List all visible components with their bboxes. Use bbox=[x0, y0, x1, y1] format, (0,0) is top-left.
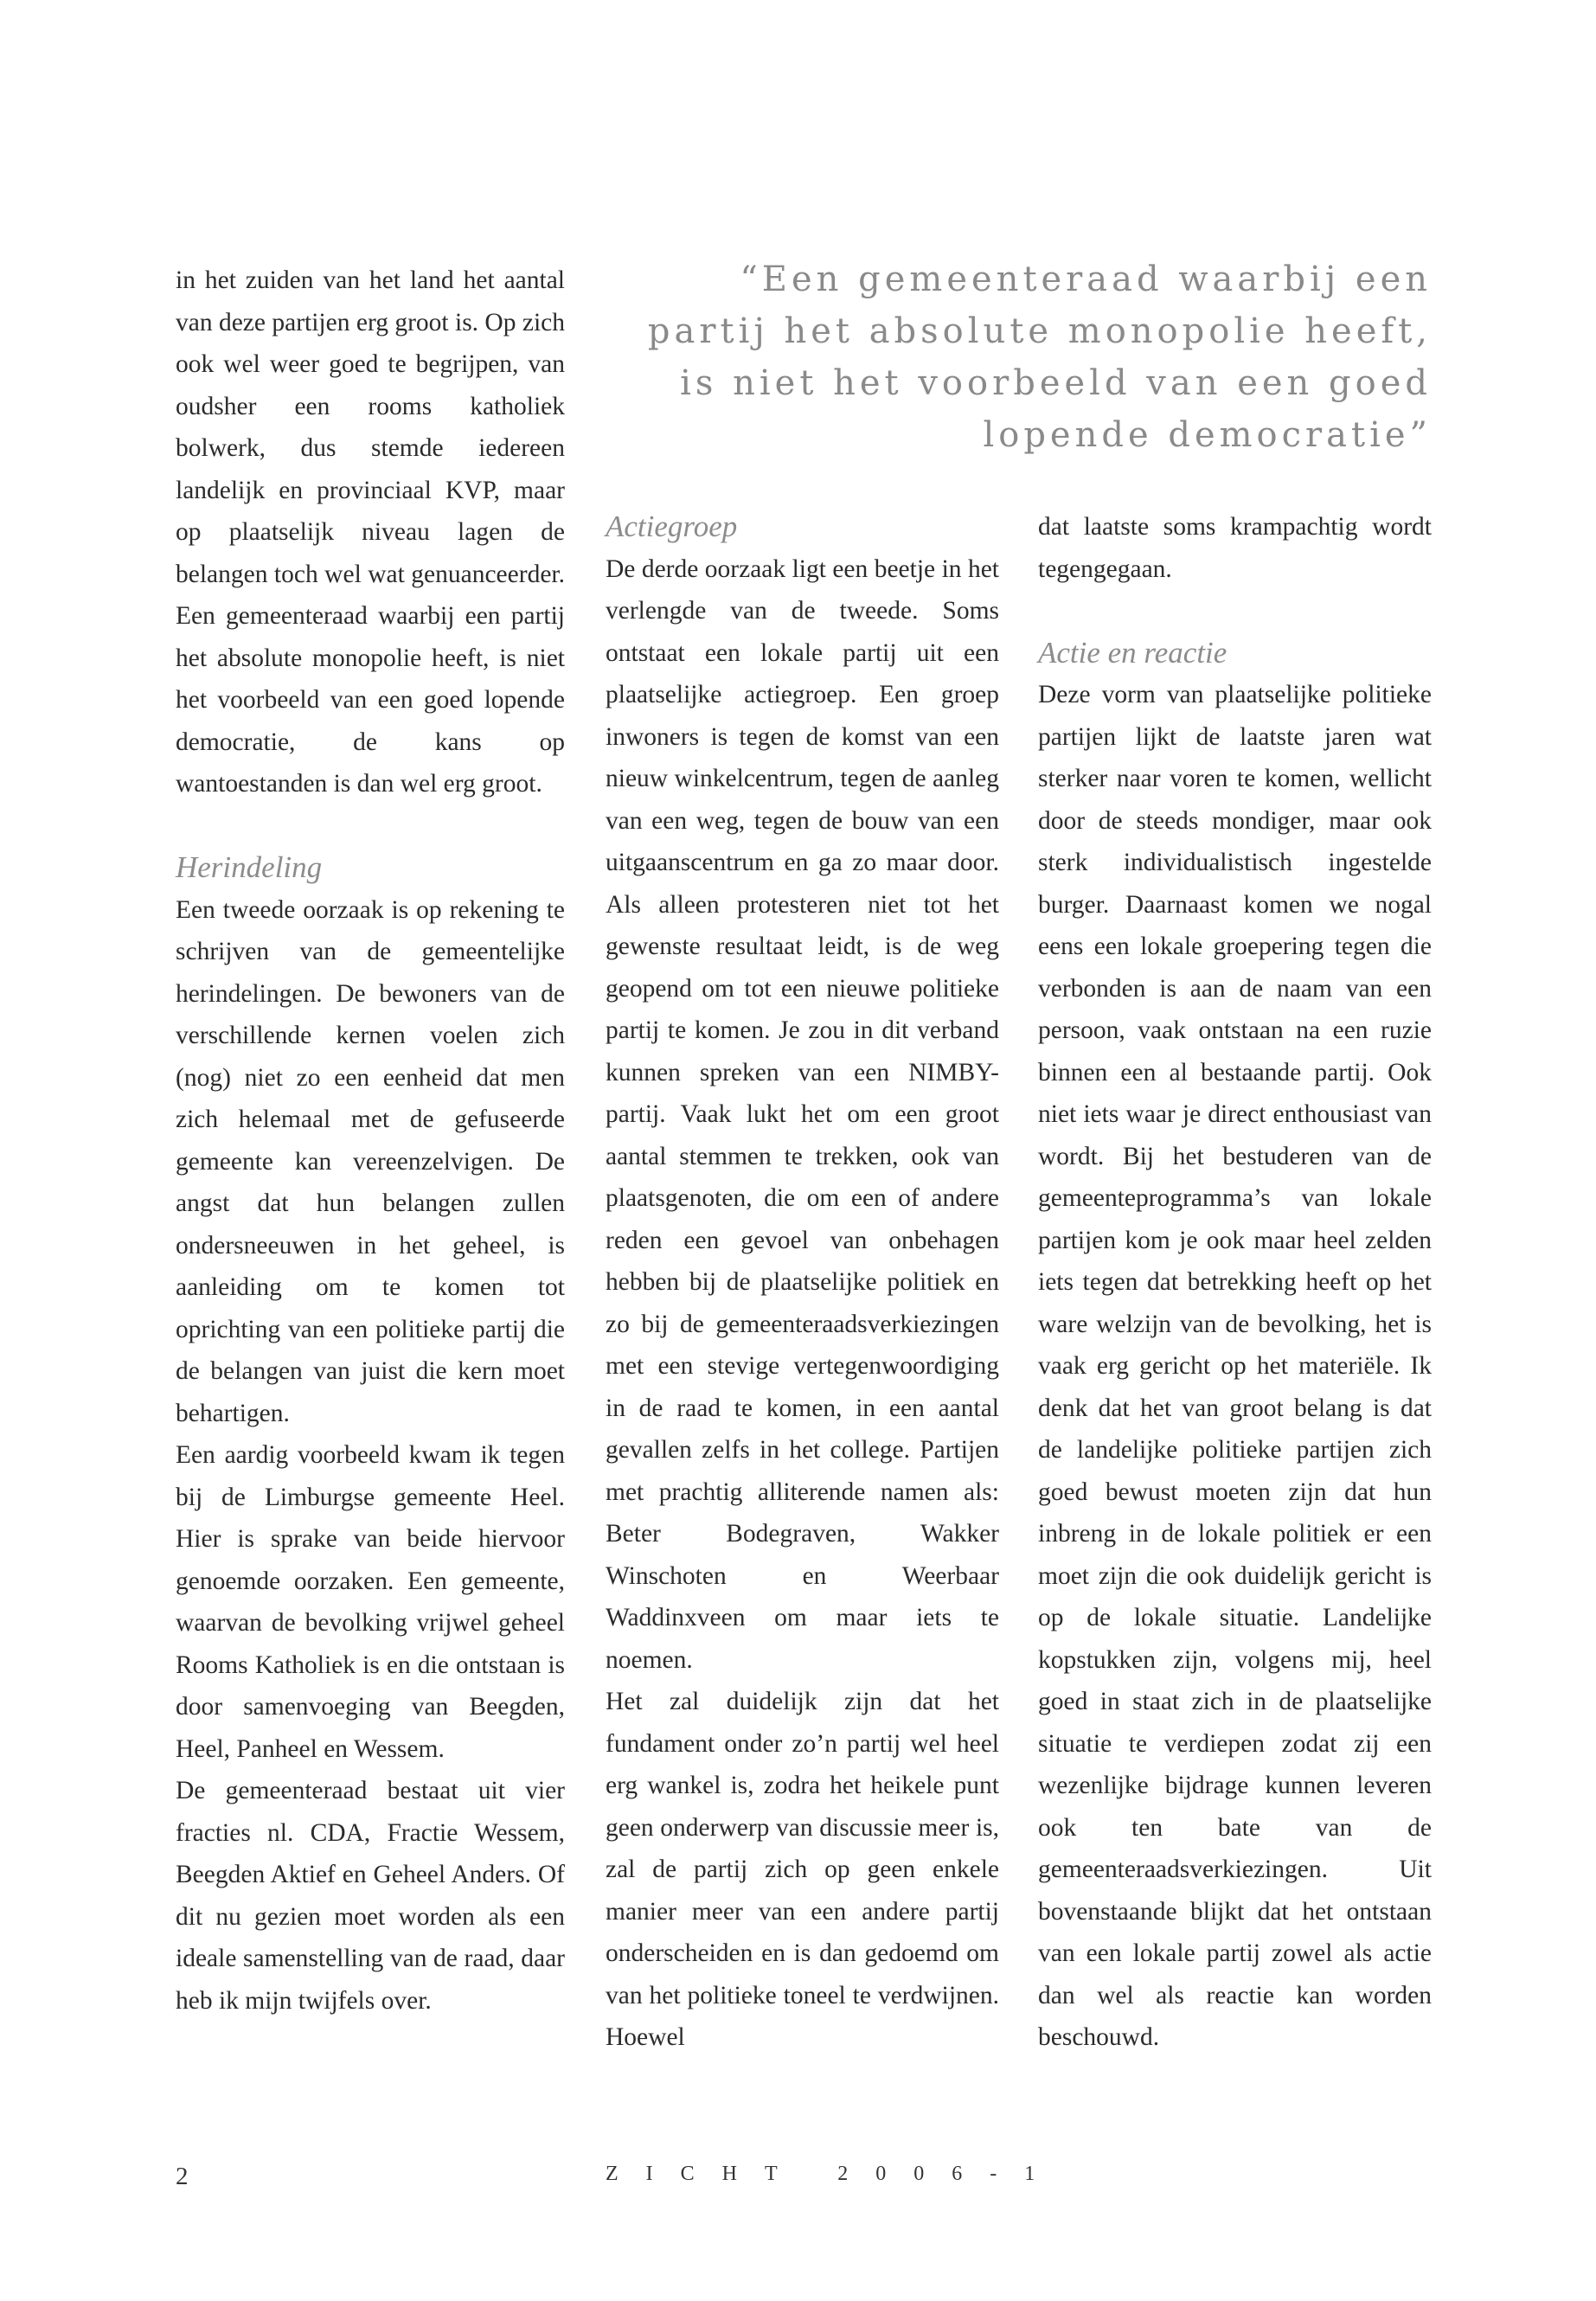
paragraph: De derde oorzaak ligt een beetje in het verlengde van de tweede. Soms ontstaat een lokale partij uit een plaatselijke actiegroep. Een groep inwoners is tegen de komst van een nieuw winkelcentrum, tegen de aanleg van een weg, tegen de bouw van een uitgaanscentrum en ga zo maar door. Als alleen protesteren niet tot het gewenste resultaat leidt, is de weg geopend om tot een nieuwe politieke partij te komen. Je zou in dit verband kunnen spreken van een NIMBY- partij. Vaak lukt het om een groot aantal stemmen te trekken, ook van plaatsgenoten, die om een of andere reden een gevoel van onbehagen hebben bij de plaatselijke politiek en zo bij de gemeenteraadsverkiezingen met een stevige vertegenwoordiging in de raad te komen, in een aantal gevallen zelfs in het college. Partijen met prachtig alliterende namen als: Beter Bodegraven, Wakker Winschoten en Weerbaar Waddinxveen om maar iets te noemen. bbox=[606, 554, 999, 1674]
paragraph: Deze vorm van plaatselijke politieke partijen lijkt de laatste jaren wat sterker naar voren te komen, wellicht door de steeds mondiger, maar ook sterk individualistisch ingestelde burger. Daarnaast komen we nogal eens een lokale groepering tegen die verbonden is aan de naam van een persoon, vaak ontstaan na een ruzie binnen een al bestaande partij. Ook niet iets waar je direct enthousiast van wordt. Bij het bestuderen van de gemeenteprogramma’s van lokale partijen kom je ook maar heel zelden iets tegen dat betrekking heeft op het ware welzijn van de bevolking, het is vaak erg gericht op het materiële. Ik denk dat het van groot belang is dat de landelijke politieke partijen zich goed bewust moeten zijn dat hun inbreng in de lokale politiek er een moet zijn die ook duidelijk gericht is op de lokale situatie. Landelijke kopstukken zijn, volgens mij, heel goed in staat zich in de plaatselijke situatie te verdiepen zodat zij een wezenlijke bijdrage kunnen leveren ook ten bate van de gemeenteraadsverkiezingen. Uit bovenstaande blijkt dat het ontstaan van een lokale partij zowel als actie dan wel als reactie kan worden beschouwd. bbox=[1038, 681, 1432, 2051]
text-column-1 bbox=[176, 260, 565, 2022]
paragraph: Een aardig voorbeeld kwam ik tegen bij de Limburgse gemeente Heel. Hier is sprake van beide hiervoor genoemde oorzaken. Een gemeente, waarvan de bevolking vrijwel geheel Rooms Katholiek is en die ontstaan is door samenvoeging van Beegden, Heel, Panheel en Wessem. bbox=[176, 1441, 565, 1763]
section-heading-herindeling: Herindeling bbox=[176, 850, 323, 884]
section-heading-actiegroep: Actiegroep bbox=[606, 510, 738, 543]
paragraph: dat laatste soms krampachtig wordt tegengegaan. bbox=[1038, 513, 1432, 583]
paragraph: in het zuiden van het land het aantal van deze partijen erg groot is. Op zich ook wel weer goed te begrijpen, van oudsher een rooms katholiek bolwerk, dus stemde iedereen landelijk en provinciaal KVP, maar op plaatselijk niveau lagen de belangen toch wel wat genuanceerder. Een gemeenteraad waarbij een partij het absolute monopolie heeft, is niet het voorbeeld van een goed lopende democratie, de kans op wantoestanden is dan wel erg groot. bbox=[176, 266, 565, 798]
text-column-2 bbox=[606, 506, 999, 2059]
paragraph: De gemeenteraad bestaat uit vier fracties nl. CDA, Fractie Wessem, Beegden Aktief en Geheel Anders. Of dit nu gezien moet worden als een ideale samenstelling van de raad, daar heb ik mijn twijfels over. bbox=[176, 1777, 565, 2015]
text-column-3 bbox=[1038, 506, 1432, 2059]
paragraph: Het zal duidelijk zijn dat het fundament onder zo’n partij wel heel erg wankel is, zodra het heikele punt geen onderwerp van discussie meer is, zal de partij zich op geen enkele manier meer van een andere partij onderscheiden en is dan gedoemd om van het politieke toneel te verdwijnen. Hoewel bbox=[606, 1688, 999, 2051]
pull-quote: “Een gemeenteraad waarbij een partij het absolute monopolie heeft, is niet het voorbeeld van een goed lopende democratie” bbox=[647, 260, 1432, 455]
section-heading-actie-en-reactie: Actie en reactie bbox=[1038, 635, 1227, 670]
running-footer: ZICHT 2006-1 bbox=[606, 2163, 1063, 2185]
paragraph: Een tweede oorzaak is op rekening te schrijven van de gemeentelijke herindelingen. De bewoners van de verschillende kernen voelen zich (nog) niet zo een eenheid dat men zich helemaal met de gefuseerde gemeente kan vereenzelvigen. De angst dat hun belangen zullen ondersneeuwen in het geheel, is aanleiding om te komen tot oprichting van een politieke partij die de belangen van juist die kern moet behartigen. bbox=[176, 895, 565, 1427]
page-number: 2 bbox=[176, 2163, 189, 2190]
